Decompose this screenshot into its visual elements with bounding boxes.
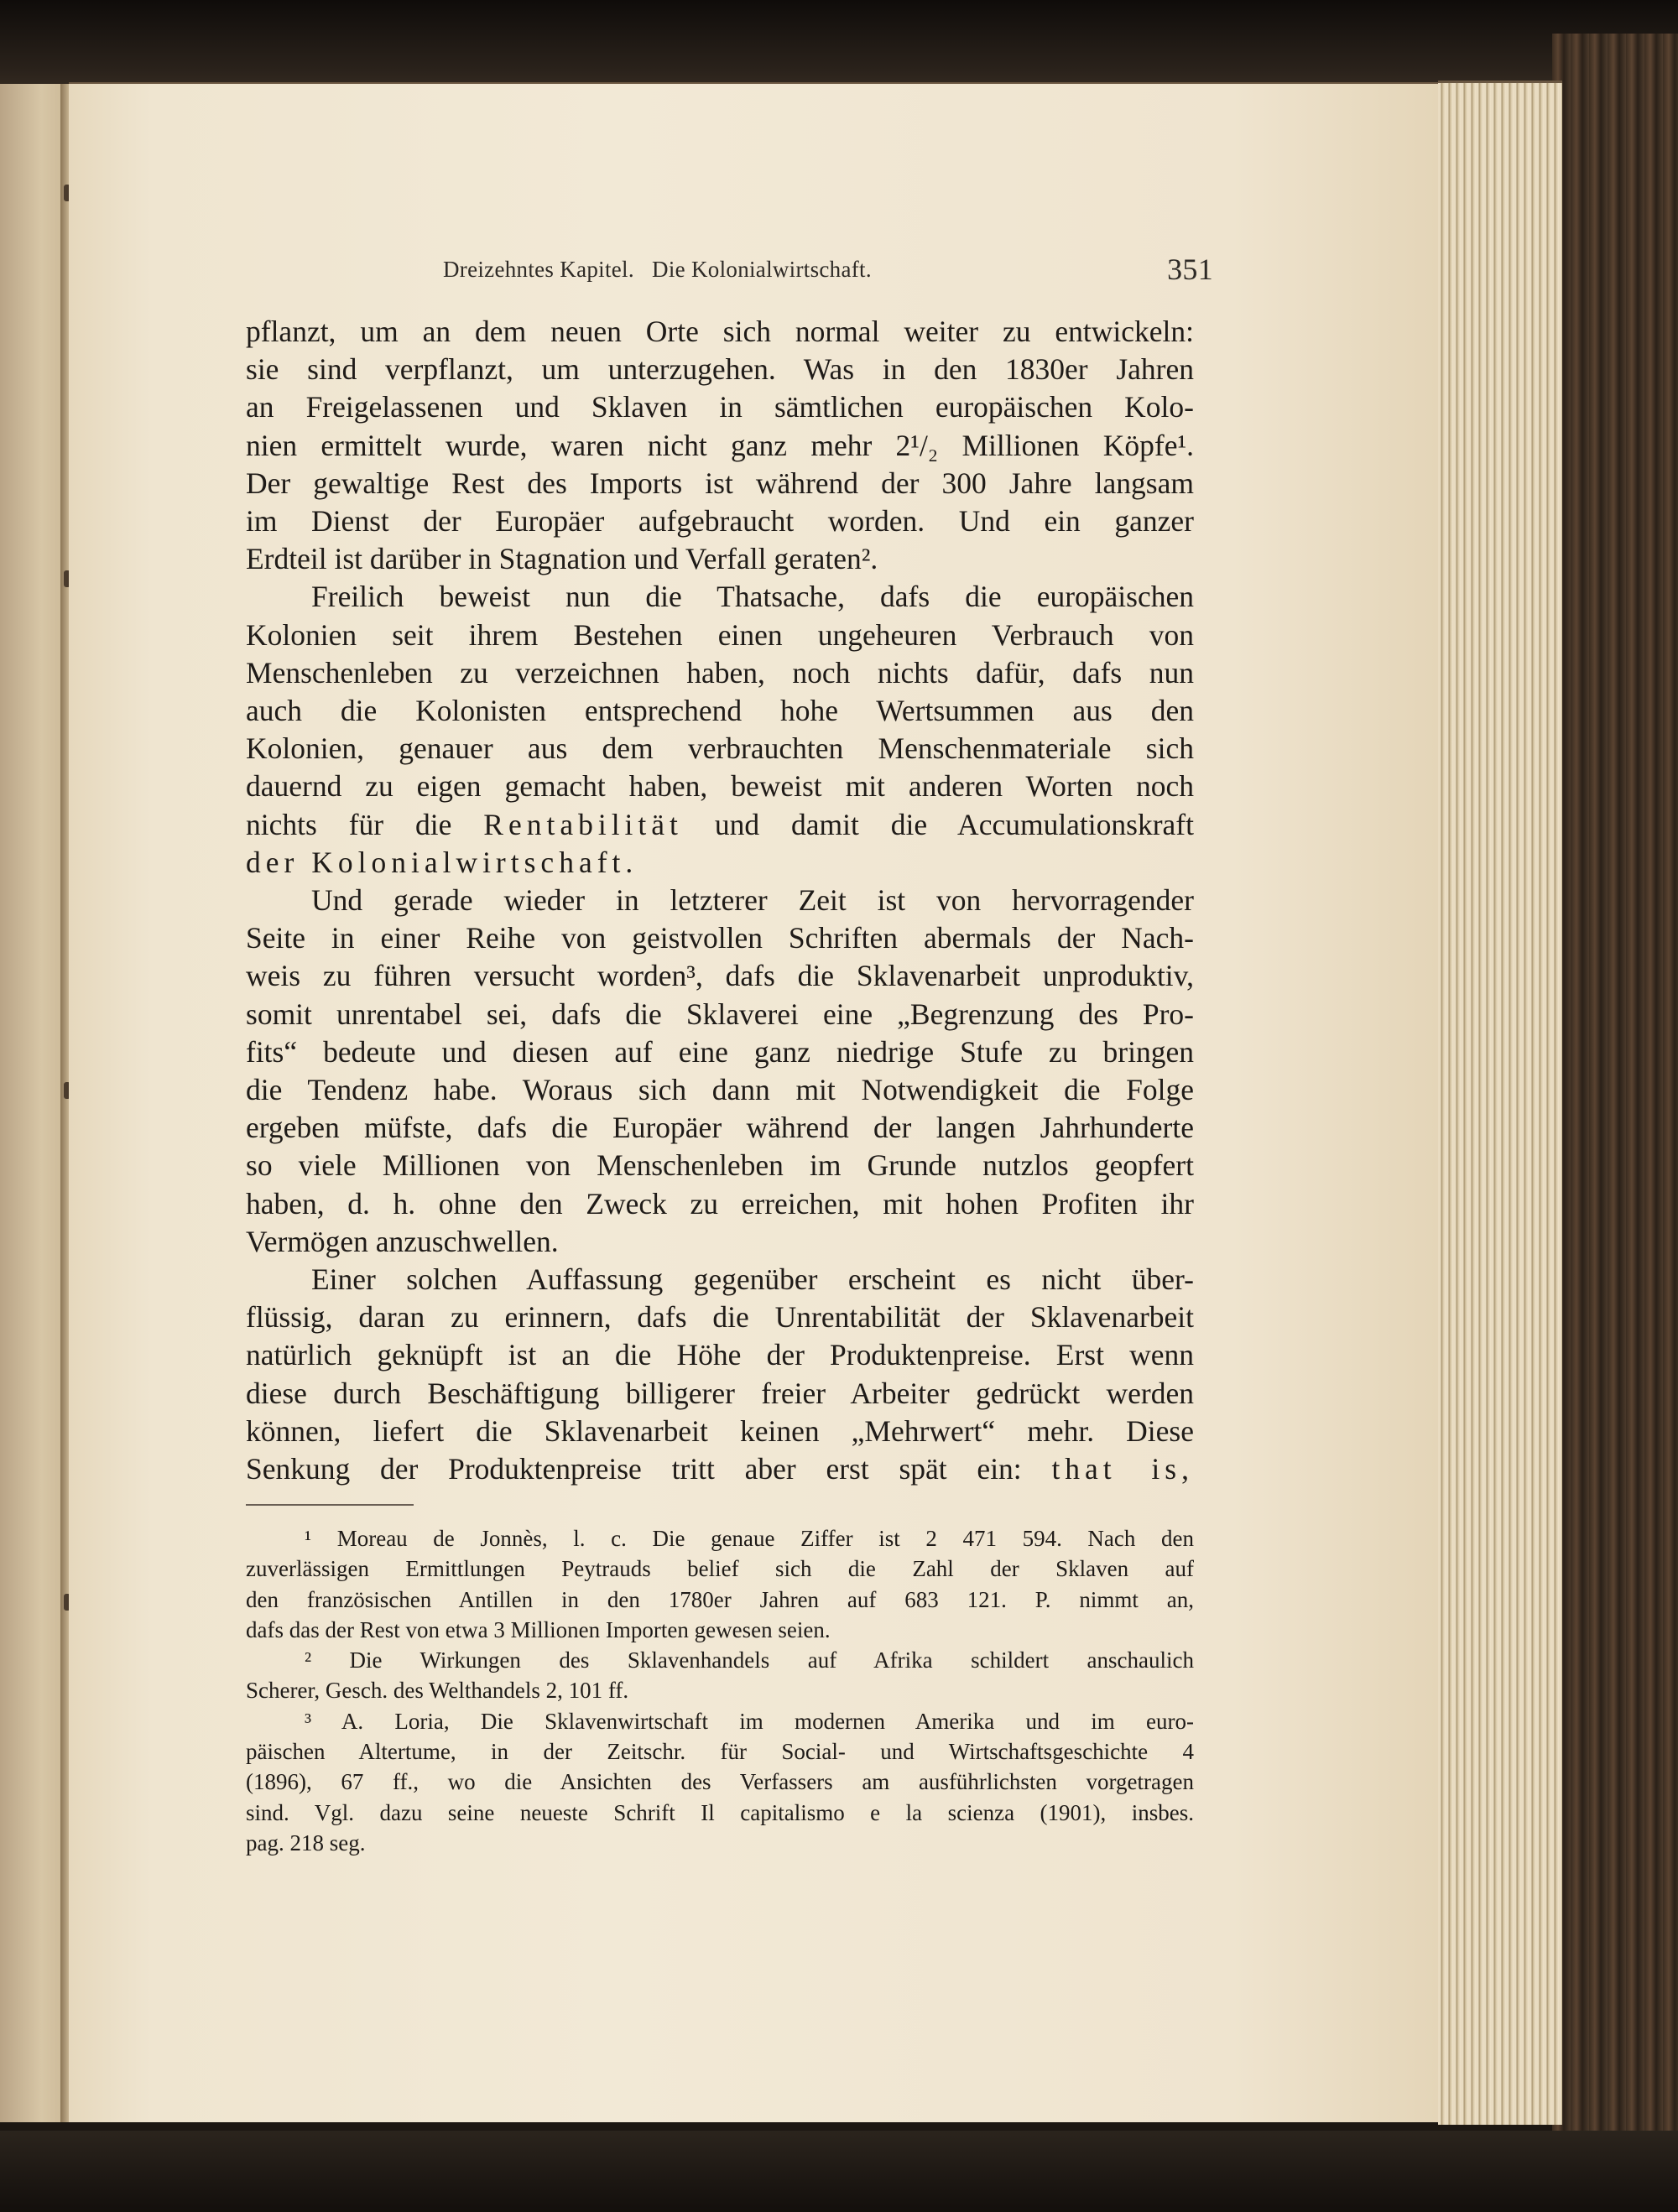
text-line: an Freigelassenen und Sklaven in sämtlichen europäischen Kolo-	[246, 390, 1194, 424]
text-line: haben, d. h. ohne den Zweck zu erreichen, mit hohen Profiten ihr	[246, 1186, 1194, 1221]
text-line: sie sind verpflanzt, um unterzugehen. Was in den 1830er Jahren	[246, 352, 1194, 387]
footnote-line: ² Die Wirkungen des Sklavenhandels auf Afrika schildert anschaulich	[305, 1647, 1194, 1673]
text-line: pflanzt, um an dem neuen Orte sich normal weiter zu entwickeln:	[246, 315, 1194, 348]
text-line: können, liefert die Sklavenarbeit keinen „Mehrwert“ mehr. Diese	[246, 1413, 1194, 1448]
emphasis-that-is: that is,	[1051, 1452, 1194, 1486]
text-line: weis zu führen versucht worden³, dafs die Sklavenarbeit unproduktiv,	[246, 959, 1194, 993]
text-line: ergeben müfste, dafs die Europäer während der langen Jahrhunderte	[246, 1111, 1194, 1145]
text-line: die Tendenz habe. Woraus sich dann mit Notwendigkeit die Folge	[246, 1073, 1194, 1107]
text-line: so viele Millionen von Menschenleben im Grunde nutzlos geopfert	[246, 1148, 1194, 1183]
text-line: Erdteil ist darüber in Stagnation und Verfall geraten².	[246, 542, 878, 576]
footnote-line: sind. Vgl. dazu seine neueste Schrift Il capitalismo e la scienza (1901), insbes.	[246, 1799, 1194, 1825]
text-line: flüssig, daran zu erinnern, dafs die Unrentabilität der Sklavenarbeit	[246, 1300, 1194, 1335]
chapter-title: Dreizehntes Kapitel. Die Kolonialwirtschaft.	[443, 257, 872, 282]
page-number: 351	[1167, 252, 1213, 286]
footnote-line: ¹ Moreau de Jonnès, l. c. Die genaue Ziffer ist 2 471 594. Nach den	[305, 1526, 1194, 1551]
book-cover-bottom	[0, 2131, 1678, 2212]
emphasis-rentabilitaet: Rentabilität	[483, 807, 683, 841]
text-line: Seite in einer Reihe von geistvollen Schriften abermals der Nach-	[246, 921, 1194, 955]
text-line	[246, 1450, 1194, 1488]
text-line: Kolonien seit ihrem Bestehen einen ungeheuren Verbrauch von	[246, 617, 1194, 652]
text-line: Der gewaltige Rest des Imports ist während der 300 Jahre langsam	[246, 466, 1194, 500]
text-line: Kolonien, genauer aus dem verbrauchten Menschenmateriale sich	[246, 731, 1194, 766]
text-line: nien ermittelt wurde, waren nicht ganz mehr 2¹/₂ Millionen Köpfe¹.	[246, 428, 1194, 462]
text-segment: Senkung der Produktenpreise tritt aber erst spät ein:	[246, 1452, 1022, 1486]
footnote-line: pag. 218 seg.	[246, 1829, 366, 1855]
emphasis-kolonialwirtschaft: der Kolonialwirtschaft.	[246, 845, 638, 879]
footnote-line: ³ A. Loria, Die Sklavenwirtschaft im modernen Amerika und im euro-	[305, 1708, 1194, 1734]
page-edges-stack	[1438, 81, 1562, 2125]
text-line: Menschenleben zu verzeichnen haben, noch nichts dafür, dafs nun	[246, 655, 1194, 690]
footnotes	[246, 1523, 1194, 1858]
footnote-line: zuverlässigen Ermittlungen Peytrauds belief sich die Zahl der Sklaven auf	[246, 1556, 1194, 1582]
footnote-line: Scherer, Gesch. des Welthandels 2, 101 ff.	[246, 1678, 629, 1704]
text-line: Vermögen anzuschwellen.	[246, 1224, 559, 1258]
text-segment: nichts für die	[246, 807, 452, 841]
footnote-line: dafs das der Rest von etwa 3 Millionen Importen gewesen seien.	[246, 1616, 831, 1642]
text-line: Einer solchen Auffassung gegenüber erscheint es nicht über-	[311, 1262, 1194, 1297]
text-line: im Dienst der Europäer aufgebraucht worden. Und ein ganzer	[246, 504, 1194, 539]
footnote-rule	[246, 1504, 414, 1506]
text-line: natürlich geknüpft ist an die Höhe der Produktenpreise. Erst wenn	[246, 1338, 1194, 1372]
text-line	[246, 806, 1194, 844]
footnote-line: den französischen Antillen in den 1780er Jahren auf 683 121. P. nimmt an,	[246, 1586, 1194, 1612]
body-text	[246, 313, 1194, 1488]
running-head	[443, 252, 1213, 294]
text-line: auch die Kolonisten entsprechend hohe Wertsummen aus den	[246, 694, 1194, 728]
text-line: Und gerade wieder in letzterer Zeit ist von hervorragender	[311, 883, 1194, 918]
book-cover-right	[1552, 34, 1678, 2212]
text-line: somit unrentabel sei, dafs die Sklaverei eine „Begrenzung des Pro-	[246, 997, 1194, 1031]
text-line: diese durch Beschäftigung billigerer freier Arbeiter gedrückt werden	[246, 1376, 1194, 1410]
text-segment: und damit die Accumulationskraft	[714, 807, 1194, 841]
footnote-line: päischen Altertume, in der Zeitschr. für Social- und Wirtschaftsgeschichte 4	[246, 1739, 1194, 1765]
text-line: Freilich beweist nun die Thatsache, dafs die europäischen	[311, 580, 1194, 614]
footnote-line: (1896), 67 ff., wo die Ansichten des Verfassers am ausführlichsten vorgetragen	[246, 1769, 1194, 1795]
previous-page-edge	[0, 84, 69, 2122]
text-line: dauernd zu eigen gemacht haben, beweist mit anderen Worten noch	[246, 769, 1194, 804]
text-line: fits“ bedeute und diesen auf eine ganz niedrige Stufe zu bringen	[246, 1034, 1194, 1069]
